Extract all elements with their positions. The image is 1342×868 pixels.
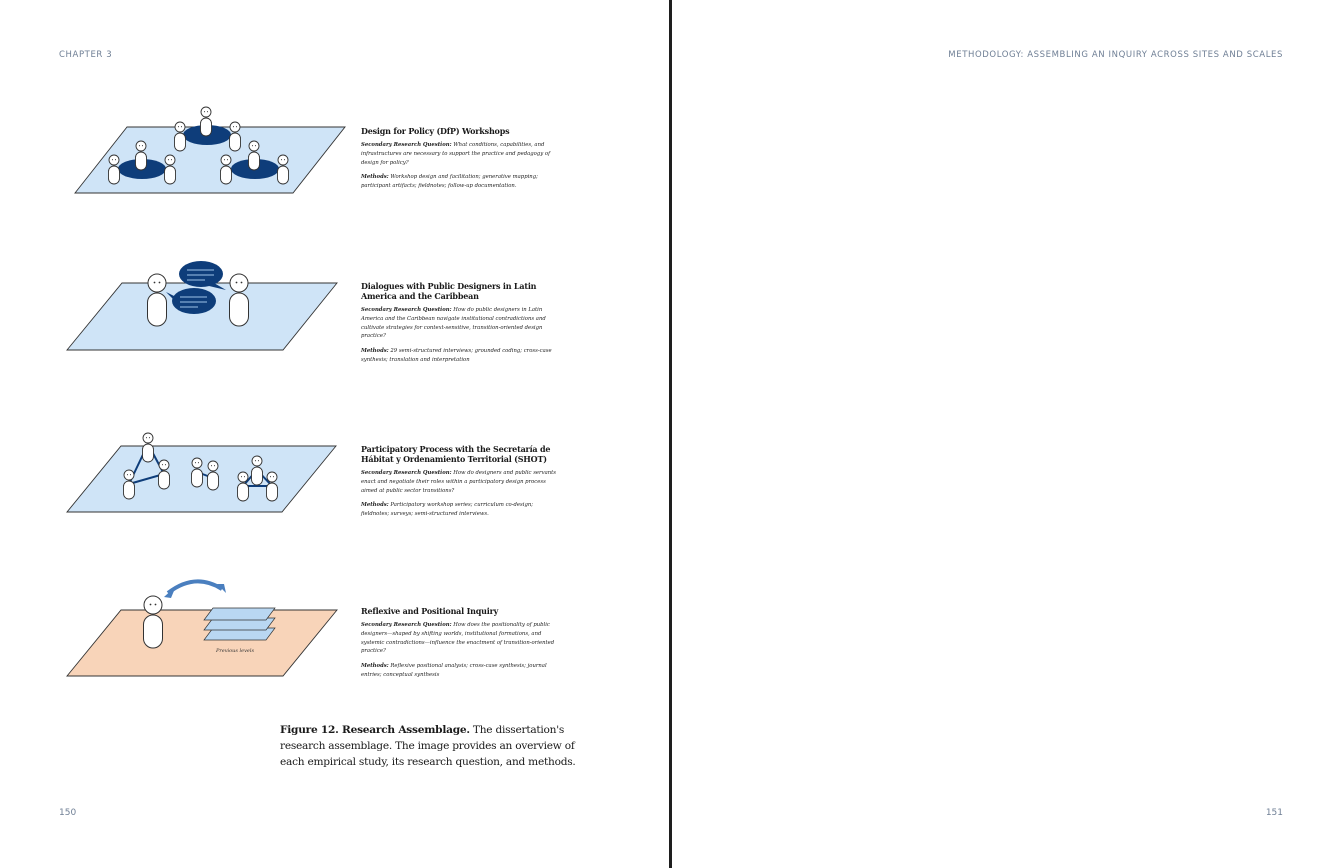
- study-3-text: [361, 444, 557, 525]
- study-title: Dialogues with Public Designers in Latin America and the Caribbean: [361, 281, 537, 301]
- study-4-illustration: [67, 581, 337, 676]
- question-label: Secondary Research Question:: [361, 142, 452, 148]
- methods-label: Methods:: [361, 348, 389, 355]
- running-head-right: METHODOLOGY: ASSEMBLING AN INQUIRY ACROSS SITES AND SCALES: [948, 50, 1283, 60]
- study-4-plane: [67, 610, 337, 676]
- participant-figure: [267, 472, 278, 501]
- caption-label: Figure 12. Research Assemblage.: [280, 724, 470, 736]
- speech-bubble: [179, 261, 223, 287]
- reflexive-arrow: [168, 581, 222, 593]
- research-question: How do designers and public servants enact and negotiate their roles within a participatory design process aimed at public sector transitions?: [361, 470, 557, 494]
- participant-figure: [208, 461, 219, 490]
- study-3-illustration: [67, 433, 336, 512]
- study-title: Design for Policy (DfP) Workshops: [361, 126, 510, 136]
- participant-figure: [221, 155, 232, 184]
- participant-figure: [192, 458, 203, 487]
- running-head-left: CHAPTER 3: [59, 50, 113, 60]
- speech-bubble: [172, 288, 216, 314]
- study-1-text: [361, 126, 557, 197]
- participant-figure: [230, 122, 241, 151]
- methods-label: Methods:: [361, 174, 389, 181]
- methods-text: Workshop design and facilitation; generative mapping; participant artifacts; fieldnotes; follow-up documentation.: [361, 174, 538, 190]
- page-number-right: 151: [1265, 808, 1283, 818]
- methods-label: Methods:: [361, 502, 389, 509]
- participant-figure: [109, 155, 120, 184]
- question-label: Secondary Research Question:: [361, 307, 452, 313]
- study-title: Reflexive and Positional Inquiry: [361, 606, 499, 616]
- caption-text: The dissertation's research assemblage. The image provides an overview of each empirical study, its research question, and methods.: [280, 724, 576, 768]
- participant-figure: [144, 596, 163, 648]
- participant-figure: [159, 460, 170, 489]
- layers-label: Previous levels: [216, 648, 255, 654]
- right-page: [672, 0, 1342, 868]
- research-question: How do public designers in Latin America and the Caribbean navigate institutional contradictions and cultivate strategies for context-sensitive, transition-oriented design practice?: [361, 307, 546, 340]
- participant-figure: [143, 433, 154, 462]
- participant-figure: [201, 107, 212, 136]
- methods-label: Methods:: [361, 663, 389, 670]
- study-4-text: [361, 606, 557, 686]
- participant-figure: [165, 155, 176, 184]
- study-title: Participatory Process with the Secretaría de Hábitat y Ordenamiento Territorial (SHOT): [361, 444, 551, 464]
- methods-text: Reflexive positional analysis; cross-case synthesis; journal entries; conceptual synthesis: [361, 663, 547, 678]
- research-question: How does the positionality of public designers—shaped by shifting worlds, institutional formations, and systemic contradictions—influence the enactment of transition-oriented practice?: [361, 622, 555, 655]
- question-label: Secondary Research Question:: [361, 622, 452, 628]
- research-question: What conditions, capabilities, and infrastructures are necessary to support the practice and pedagogy of design for policy?: [361, 142, 551, 166]
- left-page: [0, 0, 669, 868]
- figure-caption: [280, 722, 580, 770]
- participant-figure: [175, 122, 186, 151]
- question-label: Secondary Research Question:: [361, 470, 452, 476]
- layer-sheet: [204, 608, 275, 620]
- participant-figure: [230, 274, 249, 326]
- methods-text: Participatory workshop series; curriculum co-design; fieldnotes; surveys; semi-structured interviews.: [361, 502, 534, 518]
- participant-figure: [148, 274, 167, 326]
- participant-figure: [136, 141, 147, 170]
- participant-figure: [252, 456, 263, 485]
- participant-figure: [124, 470, 135, 499]
- study-1-illustration: [75, 107, 345, 193]
- study-2-text: [361, 281, 557, 371]
- study-2-illustration: [67, 261, 337, 350]
- participant-figure: [278, 155, 289, 184]
- participant-figure: [249, 141, 260, 170]
- participant-figure: [238, 472, 249, 501]
- page-number-left: 150: [59, 808, 77, 818]
- methods-text: 29 semi-structured interviews; grounded coding; cross-case synthesis; translation and interpretation: [361, 348, 552, 363]
